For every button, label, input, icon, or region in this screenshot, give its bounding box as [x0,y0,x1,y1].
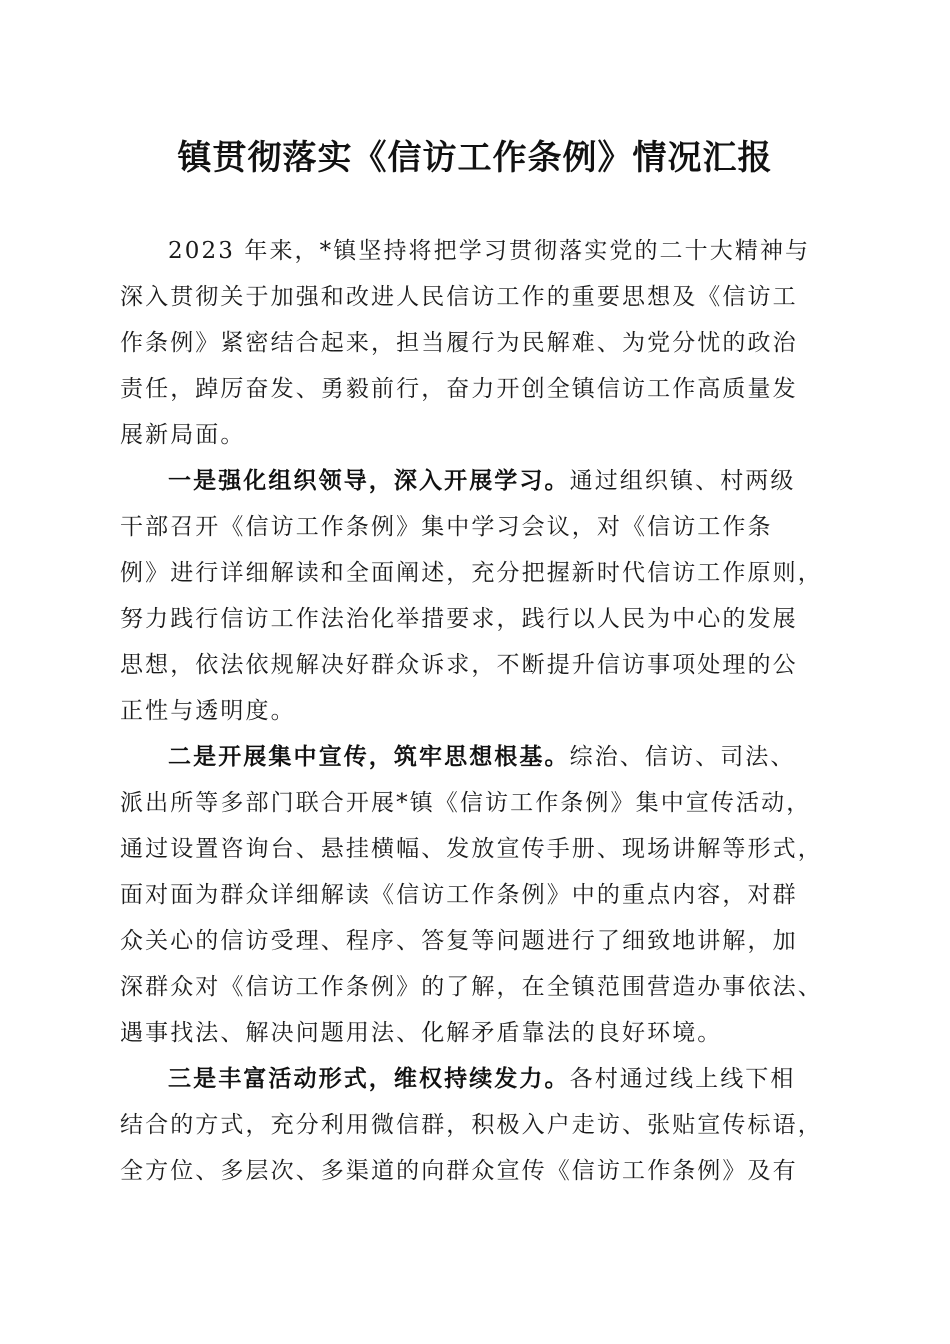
paragraph-text: 各村通过线上线下相 [569,1066,796,1092]
paragraph-first-line [120,734,832,780]
paragraph-line: 展新局面。 [120,422,246,448]
document-title: 镇贯彻落实《信访工作条例》情况汇报 [177,138,773,178]
paragraph-line: 例》进行详细解读和全面阐述，充分把握新时代信访工作原则， [120,560,823,586]
paragraph-publicity [120,734,832,1056]
paragraph-line: 作条例》紧密结合起来，担当履行为民解难、为党分忧的政治 [120,330,798,356]
paragraph-line: 面对面为群众详细解读《信访工作条例》中的重点内容，对群 [120,882,798,908]
paragraph-line: 全方位、多层次、多渠道的向群众宣传《信访工作条例》及有 [120,1158,798,1184]
paragraph-line: 遇事找法、解决问题用法、化解矛盾靠法的良好环境。 [120,1020,723,1046]
paragraph-heading: 一是强化组织领导，深入开展学习。 [168,467,570,494]
paragraph-line: 深群众对《信访工作条例》的了解，在全镇范围营造办事依法、 [120,974,823,1000]
paragraph-line: 深入贯彻关于加强和改进人民信访工作的重要思想及《信访工 [120,284,798,310]
paragraph-line: 干部召开《信访工作条例》集中学习会议，对《信访工作条 [120,514,773,540]
paragraph-line: 2023 年来，*镇坚持将把学习贯彻落实党的二十大精神与 [168,238,811,264]
paragraph-line: 正性与透明度。 [120,698,296,724]
paragraph-line: 努力践行信访工作法治化举措要求，践行以人民为中心的发展 [120,606,798,632]
paragraph-first-line [120,1056,832,1102]
paragraph-line: 思想，依法依规解决好群众诉求，不断提升信访事项处理的公 [120,652,798,678]
paragraph-line: 众关心的信访受理、程序、答复等问题进行了细致地讲解，加 [120,928,798,954]
paragraph-line: 责任，踔厉奋发、勇毅前行，奋力开创全镇信访工作高质量发 [120,376,798,402]
paragraph-text: 综治、信访、司法、 [569,744,796,770]
paragraph-line: 通过设置咨询台、悬挂横幅、发放宣传手册、现场讲解等形式， [120,836,823,862]
paragraph-intro [120,228,832,458]
paragraph-line: 派出所等多部门联合开展*镇《信访工作条例》集中宣传活动， [120,790,812,816]
paragraph-line: 结合的方式，充分利用微信群，积极入户走访、张贴宣传标语， [120,1112,823,1138]
paragraph-text: 通过组织镇、村两级 [569,468,796,494]
paragraph-heading: 二是开展集中宣传，筑牢思想根基。 [168,743,570,770]
document-body [120,228,832,1194]
paragraph-organization [120,458,832,734]
paragraph-first-line [120,458,832,504]
paragraph-activities [120,1056,832,1194]
paragraph-heading: 三是丰富活动形式，维权持续发力。 [168,1065,570,1092]
